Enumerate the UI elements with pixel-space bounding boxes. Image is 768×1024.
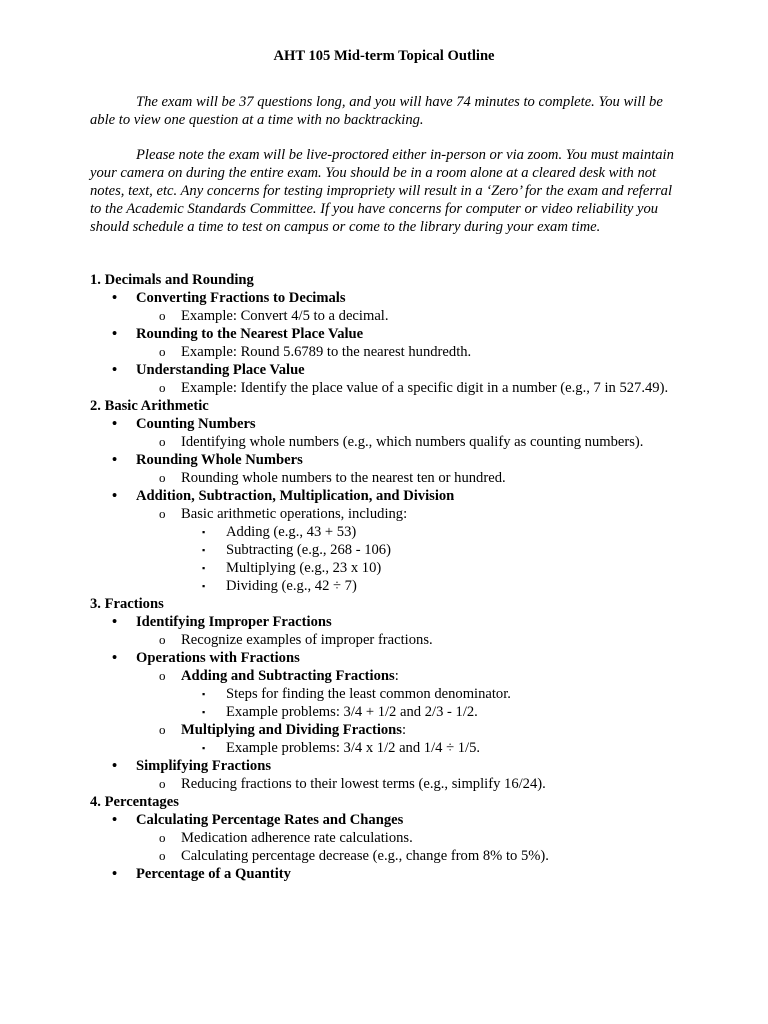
square-bullet-icon: ▪	[202, 743, 206, 753]
bullet-icon: •	[112, 452, 118, 468]
detail-item	[90, 523, 690, 541]
detail-text: Example problems: 3/4 x 1/2 and 1/4 ÷ 1/5.	[226, 740, 481, 756]
section-heading: 4. Percentages	[90, 794, 179, 810]
topic-title: Understanding Place Value	[136, 362, 305, 378]
subtopic-item	[90, 505, 690, 523]
circle-bullet-icon: o	[159, 470, 166, 485]
circle-bullet-icon: o	[159, 344, 166, 359]
intro-paragraph-exam-length: The exam will be 37 questions long, and you will have 74 minutes to complete. You will be able to view one question at a time with no backtracking.	[90, 94, 663, 128]
square-bullet-icon: ▪	[202, 545, 206, 555]
subtopic-text: Reducing fractions to their lowest terms (e.g., simplify 16/24).	[181, 776, 546, 792]
topic-item	[90, 757, 690, 775]
detail-text: Adding (e.g., 43 + 53)	[226, 524, 357, 540]
circle-bullet-icon: o	[159, 830, 166, 845]
topic-title: Calculating Percentage Rates and Changes	[136, 812, 404, 828]
square-bullet-icon: ▪	[202, 707, 206, 717]
subtopic-text: Example: Identify the place value of a specific digit in a number (e.g., 7 in 527.49).	[181, 380, 669, 396]
bullet-icon: •	[112, 812, 118, 828]
bullet-icon: •	[112, 650, 118, 666]
subtopic-item	[90, 721, 690, 739]
square-bullet-icon: ▪	[202, 527, 206, 537]
detail-item	[90, 703, 690, 721]
section-heading: 2. Basic Arithmetic	[90, 398, 209, 414]
topic-title: Rounding Whole Numbers	[136, 452, 303, 468]
topic-title: Percentage of a Quantity	[136, 866, 291, 882]
circle-bullet-icon: o	[159, 722, 166, 737]
bullet-icon: •	[112, 488, 118, 504]
topic-item	[90, 361, 690, 379]
detail-item	[90, 577, 690, 595]
subtopic-text: Adding and Subtracting Fractions:	[181, 668, 399, 684]
detail-text: Example problems: 3/4 + 1/2 and 2/3 - 1/2.	[226, 704, 478, 720]
topic-title: Simplifying Fractions	[136, 758, 271, 774]
bullet-icon: •	[112, 416, 118, 432]
topic-title: Converting Fractions to Decimals	[136, 290, 346, 306]
detail-item	[90, 559, 690, 577]
subtopic-item	[90, 469, 690, 487]
detail-item	[90, 739, 690, 757]
detail-item	[90, 541, 690, 559]
subtopic-item	[90, 379, 690, 397]
detail-item	[90, 685, 690, 703]
topic-item	[90, 289, 690, 307]
bullet-icon: •	[112, 614, 118, 630]
subtopic-item	[90, 847, 690, 865]
subtopic-text: Basic arithmetic operations, including:	[181, 506, 408, 522]
topic-item	[90, 613, 690, 631]
subtopic-text: Example: Convert 4/5 to a decimal.	[181, 308, 389, 324]
subtopic-item	[90, 775, 690, 793]
section-heading: 3. Fractions	[90, 596, 164, 612]
detail-text: Subtracting (e.g., 268 - 106)	[226, 542, 391, 558]
topic-title: Identifying Improper Fractions	[136, 614, 332, 630]
topic-item	[90, 415, 690, 433]
detail-text: Multiplying (e.g., 23 x 10)	[226, 560, 382, 576]
subtopic-title: Multiplying and Dividing Fractions	[181, 722, 402, 738]
subtopic-text: Recognize examples of improper fractions.	[181, 632, 433, 648]
topic-item	[90, 865, 690, 883]
topical-outline	[90, 271, 690, 883]
circle-bullet-icon: o	[159, 632, 166, 647]
subtopic-text: Rounding whole numbers to the nearest ten or hundred.	[181, 470, 506, 486]
subtopic-item	[90, 307, 690, 325]
topic-title: Rounding to the Nearest Place Value	[136, 326, 364, 342]
square-bullet-icon: ▪	[202, 563, 206, 573]
subtopic-item	[90, 829, 690, 847]
topic-title: Addition, Subtraction, Multiplication, and Division	[136, 488, 455, 504]
section-heading: 1. Decimals and Rounding	[90, 272, 254, 288]
circle-bullet-icon: o	[159, 308, 166, 323]
subtopic-text: Medication adherence rate calculations.	[181, 830, 413, 846]
subtopic-text: Multiplying and Dividing Fractions:	[181, 722, 407, 738]
topic-title: Operations with Fractions	[136, 650, 300, 666]
subtopic-text: Calculating percentage decrease (e.g., change from 8% to 5%).	[181, 848, 549, 864]
square-bullet-icon: ▪	[202, 689, 206, 699]
bullet-icon: •	[112, 758, 118, 774]
subtopic-item	[90, 343, 690, 361]
subtopic-item	[90, 667, 690, 685]
bullet-icon: •	[112, 326, 118, 342]
topic-title: Counting Numbers	[136, 416, 256, 432]
document-title: AHT 105 Mid-term Topical Outline	[273, 48, 495, 64]
square-bullet-icon: ▪	[202, 581, 206, 591]
circle-bullet-icon: o	[159, 848, 166, 863]
topic-item	[90, 487, 690, 505]
intro-paragraph-proctoring: Please note the exam will be live-proctored either in-person or via zoom. You must maintain your camera on during the entire exam. You should be in a room alone at a cleared desk with not notes, text, etc. Any concerns for testing impropriety will result in a ‘Zero’ for the exam and referral to the Academic Standards Committee. If you have concerns for computer or video reliability you should schedule a time to test on campus or come to the library during your exam time.	[90, 147, 674, 235]
circle-bullet-icon: o	[159, 668, 166, 683]
topic-item	[90, 325, 690, 343]
topic-item	[90, 811, 690, 829]
circle-bullet-icon: o	[159, 380, 166, 395]
topic-item	[90, 451, 690, 469]
subtopic-text: Identifying whole numbers (e.g., which numbers qualify as counting numbers).	[181, 434, 644, 450]
subtopic-item	[90, 631, 690, 649]
detail-text: Steps for finding the least common denominator.	[226, 686, 511, 702]
bullet-icon: •	[112, 362, 118, 378]
circle-bullet-icon: o	[159, 434, 166, 449]
detail-text: Dividing (e.g., 42 ÷ 7)	[226, 578, 357, 594]
subtopic-title: Adding and Subtracting Fractions	[181, 668, 395, 684]
topic-item	[90, 649, 690, 667]
bullet-icon: •	[112, 290, 118, 306]
circle-bullet-icon: o	[159, 506, 166, 521]
circle-bullet-icon: o	[159, 776, 166, 791]
subtopic-text: Example: Round 5.6789 to the nearest hundredth.	[181, 344, 472, 360]
bullet-icon: •	[112, 866, 118, 882]
subtopic-item	[90, 433, 690, 451]
